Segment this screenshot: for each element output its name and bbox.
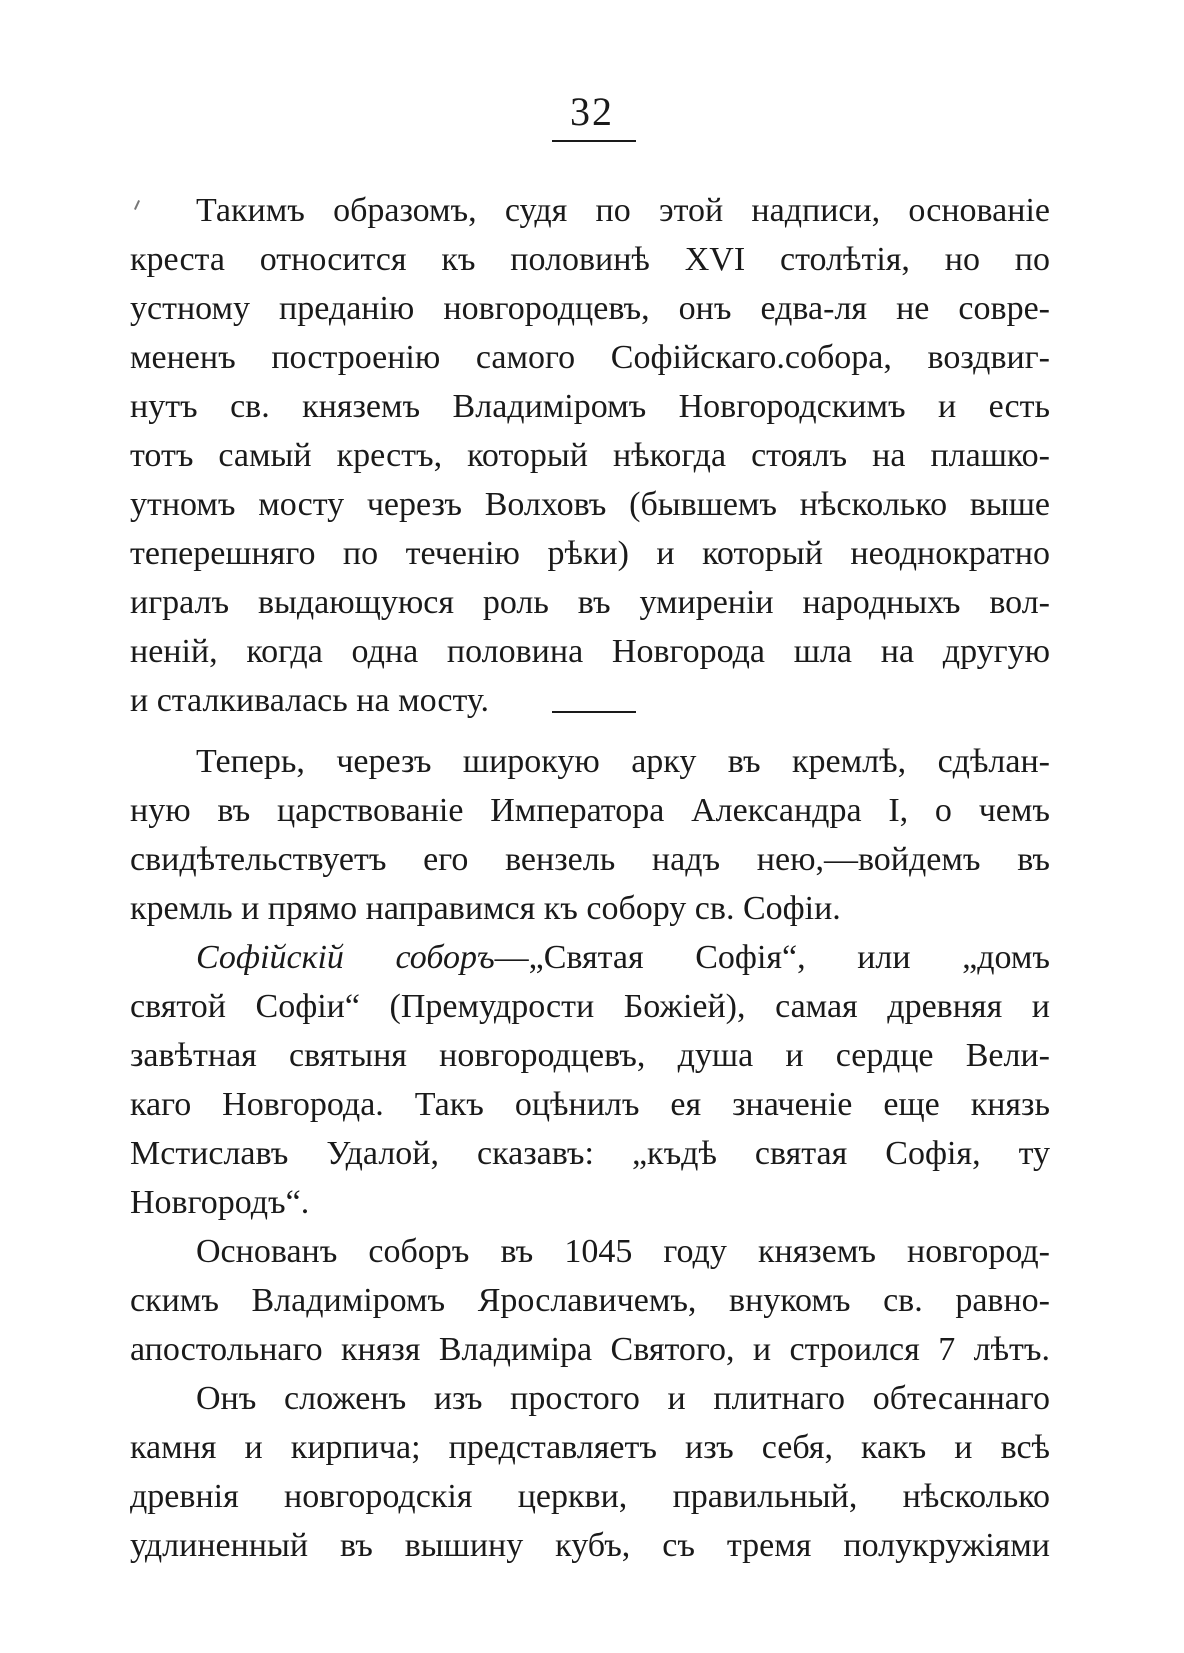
text-line: утномъ мосту черезъ Волховъ (бывшемъ нѣсколько выше (130, 486, 1050, 523)
text-line: нутъ св. княземъ Владиміромъ Новгородскимъ и есть (130, 388, 1050, 425)
header-rule (552, 140, 636, 142)
page-number: 32 (570, 89, 614, 134)
paragraph-cross-history (130, 186, 1050, 725)
text-fragment: —„Святая Софія“, или „домъ (494, 939, 1050, 976)
text-line: святой Софіи“ (Премудрости Божіей), самая древняя и (130, 988, 1050, 1025)
text-line: ную въ царствованіе Императора Александра I, о чемъ (130, 792, 1050, 829)
text-line: камня и кирпича; представляетъ изъ себя, какъ и всѣ (130, 1429, 1050, 1466)
text-line: неній, когда одна половина Новгорода шла на другую (130, 633, 1050, 670)
italic-heading: Софійскій соборъ (196, 939, 495, 976)
text-line: устному преданію новгородцевъ, онъ едва-ля не совре- (130, 290, 1050, 327)
text-line: мененъ построенію самого Софійскаго.собора, воздвиг- (130, 339, 1050, 376)
section-kremlin-sophia (130, 737, 1050, 1570)
text-line: кремль и прямо направимся къ собору св. Софіи. (130, 890, 841, 927)
text-line: завѣтная святыня новгородцевъ, душа и сердце Вели- (130, 1037, 1050, 1074)
text-line: скимъ Владиміромъ Ярославичемъ, внукомъ св. равно- (130, 1282, 1050, 1319)
text-line (130, 933, 1050, 982)
paragraph-founding (130, 1227, 1050, 1374)
text-line: апостольнаго князя Владиміра Святого, и строился 7 лѣтъ. (130, 1331, 1050, 1368)
paragraph-construction (130, 1374, 1050, 1570)
text-line: Основанъ соборъ въ 1045 году княземъ новгород- (196, 1233, 1050, 1270)
text-line: Такимъ образомъ, судя по этой надписи, основаніе (196, 192, 1050, 229)
text-line: игралъ выдающуюся роль въ умиреніи народныхъ вол- (130, 584, 1050, 621)
paragraph-sophia-cathedral (130, 933, 1050, 1227)
text-line: Теперь, черезъ широкую арку въ кремлѣ, сдѣлан- (196, 743, 1050, 780)
section-divider (552, 711, 636, 713)
text-line: свидѣтельствуетъ его вензель надъ нею,—войдемъ въ (130, 841, 1050, 878)
text-line: удлиненный въ вышину кубъ, съ тремя полукружіями (130, 1527, 1050, 1564)
text-line: креста относится къ половинѣ XVI столѣтія, но по (130, 241, 1050, 278)
text-line: древнія новгородскія церкви, правильный, нѣсколько (130, 1478, 1050, 1515)
text-line: Мстиславъ Удалой, сказавъ: „къдѣ святая Софія, ту (130, 1135, 1050, 1172)
text-line: теперешняго по теченію рѣки) и который неоднократно (130, 535, 1050, 572)
text-line: каго Новгорода. Такъ оцѣнилъ ея значеніе еще князь (130, 1086, 1050, 1123)
text-line: тотъ самый крестъ, который нѣкогда стоялъ на плашко- (130, 437, 1050, 474)
paragraph-arch (130, 737, 1050, 933)
text-line: и сталкивалась на мосту. (130, 682, 490, 719)
text-line: Новгородъ“. (130, 1184, 310, 1221)
text-line: Онъ сложенъ изъ простого и плитнаго обтесаннаго (196, 1380, 1050, 1417)
